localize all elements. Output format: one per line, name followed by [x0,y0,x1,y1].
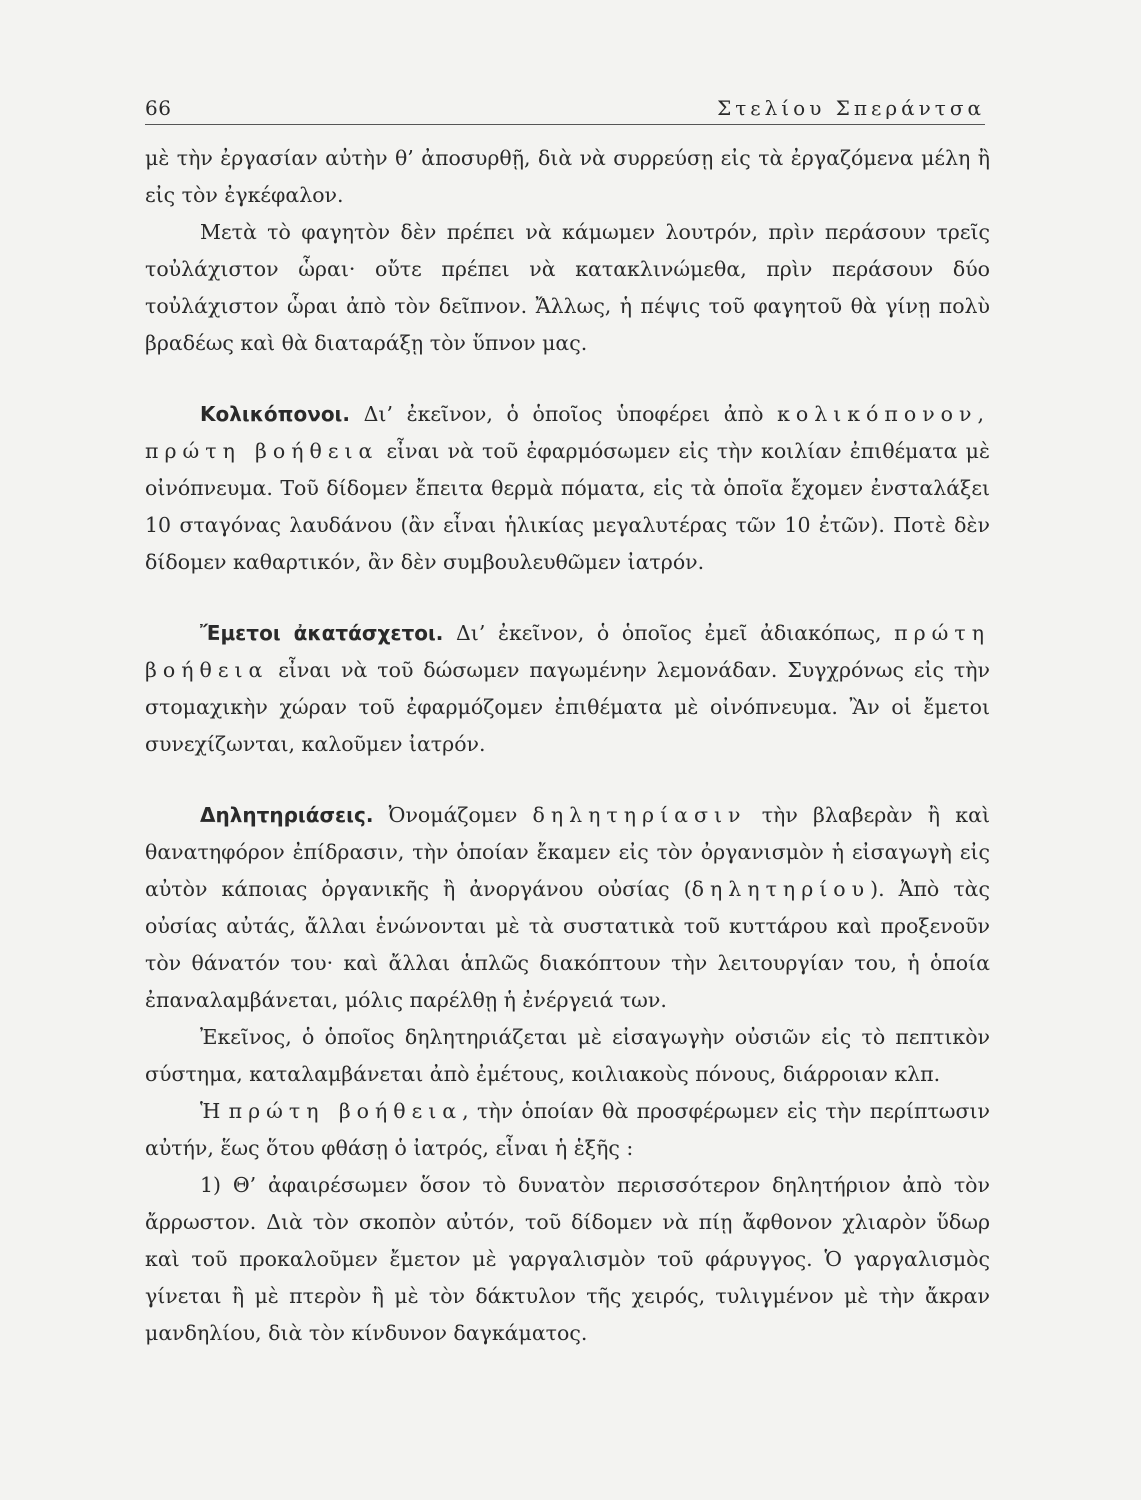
spaced-emphasis: πρώτη βοήθεια [228,1099,463,1123]
section-heading: Δηλητηριάσεις. [200,803,374,827]
paragraph-text: τὴν βλαβερὰν ἢ καὶ θανατηφόρον ἐπίδρασιν, τὴν ὁποίαν ἔκαμεν εἰς τὸν ὀργανισμὸν ἡ εἰσαγωγὴ εἰς αὐτὸν κάποιας ὀργανικῆς ἢ ἀνοργάνου οὐσίας ( [145,803,990,901]
section-heading: Κολικόπονοι. [200,402,350,426]
body-text [145,140,990,1352]
spaced-emphasis: δηλητηρίου [691,877,871,901]
running-head: Στελίου Σπεράντσα [717,96,985,120]
paragraph-text: Μετὰ τὸ φαγητὸν δὲν πρέπει νὰ κάμωμεν λουτρόν, πρὶν περάσουν τρεῖς τοὐλάχιστον ὧραι· οὔτε πρέπει νὰ κατακλινώμεθα, πρὶν περάσουν δύο τοὐλάχιστον ὧραι ἀπὸ τὸν δεῖπνον. Ἄλλως, ἡ πέψις τοῦ φαγητοῦ θὰ γίνῃ πολὺ βραδέως καὶ θὰ διαταράξῃ τὸν ὕπνον μας. [145,220,990,355]
paragraph-text: ). Ἀπὸ τὰς οὐσίας αὐτάς, ἄλλαι ἑνώνονται μὲ τὰ συστατικὰ τοῦ κυττάρου καὶ προξενοῦν τὸν θάνατόν του· καὶ ἄλλαι ἁπλῶς διακόπτουν τὴν λειτουργίαν του, ἡ ὁποία ἐπαναλαμβάνεται, μόλις παρέλθῃ ἡ ἐνέργειά των. [145,877,990,1012]
paragraph-text: Δι’ ἐκεῖνον, ὁ ὁποῖος ὑποφέρει ἀπὸ [349,402,778,426]
paragraph-text: , τὴν ὁποίαν θὰ προσφέρωμεν εἰς τὴν περίπτωσιν αὐτήν, ἕως ὅτου φθάσῃ ὁ ἰατρός, εἶναι ἡ ἑξῆς : [145,1099,991,1160]
paragraph-symptoms [145,1019,990,1093]
page-header [145,96,985,126]
section-vomiting [145,615,990,763]
paragraph-text: Δι’ ἐκεῖνον, ὁ ὁποῖος ἐμεῖ ἀδιακόπως, [443,621,895,645]
paragraph-text: μὲ τὴν ἐργασίαν αὐτὴν θ’ ἀποσυρθῇ, διὰ νὰ συρρεύσῃ εἰς τὰ ἐργαζόμενα μέλη ἢ εἰς τὸν ἐγκέφαλον. [145,146,990,207]
paragraph-text: Ἐκεῖνος, ὁ ὁποῖος δηλητηριάζεται μὲ εἰσαγωγὴν οὐσιῶν εἰς τὸ πεπτικὸν σύστημα, καταλαμβάνεται ἀπὸ ἐμέτους, κοιλιακοὺς πόνους, διάρροιαν κλπ. [145,1025,990,1086]
paragraph-text: Ἡ [200,1099,229,1123]
paragraph-1 [145,140,990,214]
paragraph-text: εἶναι νὰ τοῦ ἐφαρμόσωμεν εἰς τὴν κοιλίαν ἐπιθέματα μὲ οἰνόπνευμα. Τοῦ δίδομεν ἔπειτα θερμὰ πόματα, εἰς τὰ ὁποῖα ἔχομεν ἐνσταλάξει 10 σταγόνας λαυδάνου (ἂν εἶναι ἡλικίας μεγαλυτέρας τῶν 10 ἐτῶν). Ποτὲ δὲν δίδομεν καθαρτικόν, ἂν δὲν συμβουλευθῶμεν ἰατρόν. [145,439,990,574]
spaced-emphasis: πρώτη βοήθεια [145,621,990,682]
spaced-emphasis: κολικόπονον, πρώτη βοήθεια [145,402,990,463]
paragraph-first-aid [145,1093,990,1167]
paragraph-text: 1) Θ’ ἀφαιρέσωμεν ὅσον τὸ δυνατὸν περισσότερον δηλητήριον ἀπὸ τὸν ἄρρωστον. Διὰ τὸν σκοπὸν αὐτόν, τοῦ δίδομεν νὰ πίῃ ἄφθονον χλιαρὸν ὕδωρ καὶ τοῦ προκαλοῦμεν ἔμετον μὲ γαργαλισμὸν τοῦ φάρυγγος. Ὁ γαργαλισμὸς γίνεται ἢ μὲ πτερὸν ἢ μὲ τὸν δάκτυλον τῆς χειρός, τυλιγμένον μὲ τὴν ἄκραν μανδηλίου, διὰ τὸν κίνδυνον δαγκάματος. [145,1173,990,1345]
spaced-emphasis: δηλητηρίασιν [532,803,747,827]
paragraph-2 [145,214,990,362]
paragraph-step-1 [145,1167,990,1352]
paragraph-text: Ὀνομάζομεν [373,803,533,827]
page-number: 66 [145,96,172,120]
paragraph-text: εἶναι νὰ τοῦ δώσωμεν παγωμένην λεμονάδαν. Συγχρόνως εἰς τὴν στομαχικὴν χώραν τοῦ ἐφαρμόζομεν ἐπιθέματα μὲ οἰνόπνευμα. Ἂν οἱ ἔμετοι συνεχίζωνται, καλοῦμεν ἰατρόν. [145,658,990,756]
section-colic [145,396,990,581]
header-rule [145,124,985,125]
section-poisoning [145,797,990,1019]
section-heading: Ἔμετοι ἀκατάσχετοι. [200,621,444,645]
